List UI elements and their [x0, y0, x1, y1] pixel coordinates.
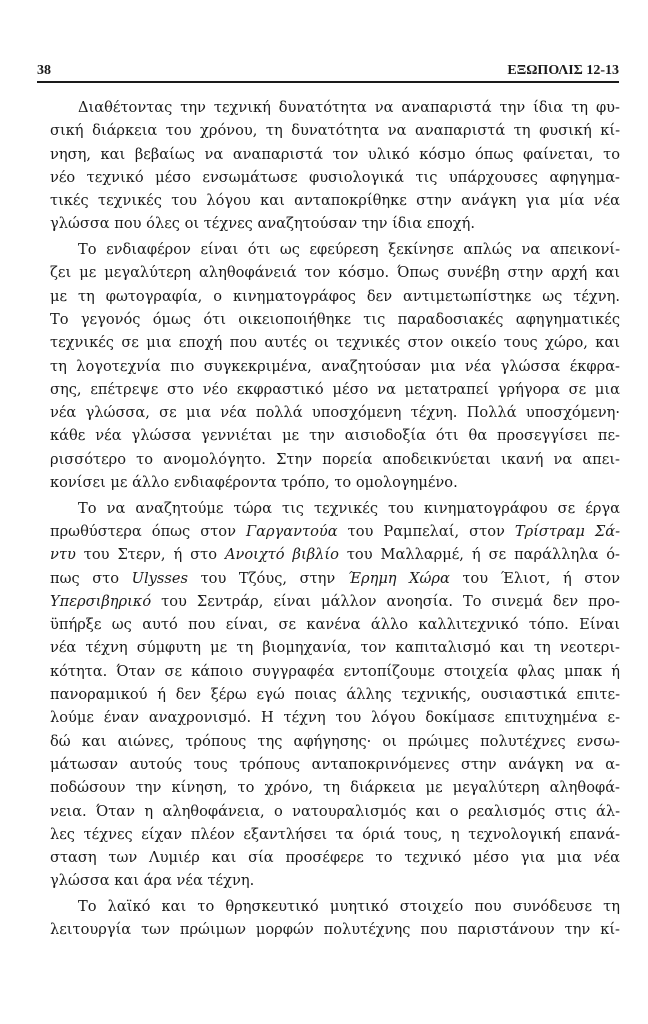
- text-run: λες τέχνες είχαν πλέον εξαντλήσει τα όριά τους, η τεχνολογική επανά-: [50, 825, 620, 843]
- text-run: σης, επέτρεψε στο νέο εκφραστικό μέσο να μετατραπεί γρήγορα σε μια: [50, 380, 620, 398]
- paragraph: [50, 895, 620, 942]
- text-line: [50, 776, 620, 799]
- running-head: [37, 55, 619, 83]
- text-run: κονίσει με άλλο ενδιαφέροντα τρόπο, το ομολογημένο.: [50, 474, 458, 492]
- text-run: δώ και αιώνες, τρόπους της αφήγησης· οι πρώιμες πολυτέχνες ενσω-: [50, 732, 620, 750]
- text-line: [50, 590, 620, 613]
- text-run: σική διάρκεια του χρόνου, τη δυνατότητα να αναπαριστά τη φυσική κί-: [50, 122, 620, 140]
- text-line: [50, 424, 620, 447]
- text-run: Διαθέτοντας την τεχνική δυνατότητα να αναπαριστά την ίδια τη φυ-: [78, 99, 620, 116]
- text-line: [50, 212, 620, 235]
- text-run: κάθε νέα γλώσσα γεννιέται με την αισιοδοξία ότι θα προσεγγίσει πε-: [50, 427, 620, 445]
- text-run: πως στο: [50, 569, 132, 587]
- text-line: [50, 166, 620, 189]
- text-line: [50, 753, 620, 776]
- text-line: [50, 189, 620, 212]
- text-run: του Στερν, ή στο: [75, 546, 225, 564]
- italic-title: Έρημη Χώρα: [347, 569, 450, 587]
- page-number: 38: [37, 63, 51, 78]
- text-run: μάτωσαν αυτούς τους τρόπους ανταποκρινόμενες στην ανάγκη να α-: [50, 755, 620, 773]
- text-line: [50, 285, 620, 308]
- text-run: γλώσσα και άρα νέα τέχνη.: [50, 872, 255, 890]
- text-run: του Μαλλαρμέ, ή σε παράλληλα ό-: [338, 546, 620, 564]
- text-line: [50, 378, 620, 401]
- text-line: [50, 261, 620, 284]
- italic-title: Υπερσιβηρικό: [50, 592, 152, 610]
- text-line: [50, 520, 620, 543]
- text-line: [50, 355, 620, 378]
- italic-title: Ulysses: [131, 569, 188, 587]
- text-run: Το γεγονός όμως ότι οικειοποιήθηκε τις παραδοσιακές αφηγηματικές: [50, 310, 620, 328]
- text-line: [50, 331, 620, 354]
- text-run: Το λαϊκό και το θρησκευτικό μυητικό στοιχείο που συνόδευσε τη: [78, 897, 620, 915]
- text-line: [50, 706, 620, 729]
- text-run: Το ενδιαφέρον είναι ότι ως εφεύρεση ξεκίνησε απλώς να απεικονί-: [78, 241, 620, 259]
- text-line: [50, 918, 620, 941]
- text-run: ρισσότερο το ανομολόγητο. Στην πορεία αποδεικνύεται ικανή να απει-: [50, 450, 620, 468]
- text-run: ϋπήρξε ως αυτό που είναι, σε κανένα άλλο καλλιτεχνικό τόπο. Είναι: [50, 616, 620, 634]
- text-line: [50, 800, 620, 823]
- text-line: [50, 143, 620, 166]
- text-run: κότητα. Όταν σε κάποιο συγγραφέα εντοπίζουμε στοιχεία φλας μπακ ή: [50, 662, 620, 680]
- text-run: τικές τεχνικές του λόγου και ανταποκρίθηκε στην ανάγκη για μία νέα: [50, 192, 620, 210]
- text-line: [50, 567, 620, 590]
- text-run: με τη φωτογραφία, ο κινηματογράφος δεν αντιμετωπίστηκε ως τέχνη.: [50, 287, 620, 305]
- italic-title: ντυ: [50, 546, 76, 564]
- text-run: λειτουργία των πρώιμων μορφών πολυτέχνης που παριστάνουν την κί-: [50, 921, 620, 939]
- journal-title: ΕΞΩΠΟΛΙΣ 12-13: [507, 63, 619, 78]
- text-run: ζει με μεγαλύτερη αληθοφάνειά τον κόσμο. Όπως συνέβη στην αρχή και: [50, 264, 620, 282]
- text-run: λούμε έναν αναχρονισμό. Η τέχνη του λόγου δοκίμασε επιτυχημένα ε-: [50, 709, 620, 727]
- paragraph: [50, 497, 620, 893]
- text-line: [50, 846, 620, 869]
- text-line: [50, 660, 620, 683]
- text-line: [50, 730, 620, 753]
- text-line: [50, 308, 620, 331]
- text-line: [50, 683, 620, 706]
- text-run: Το να αναζητούμε τώρα τις τεχνικές του κινηματογράφου σε έργα: [78, 499, 620, 517]
- text-run: νεια. Όταν η αληθοφάνεια, ο νατουραλισμός και ο ρεαλισμός στις άλ-: [50, 802, 620, 820]
- text-run: πρωθύστερα όπως στον: [50, 522, 246, 540]
- paragraph: [50, 96, 620, 236]
- text-line: [50, 823, 620, 846]
- text-line: [50, 448, 620, 471]
- text-run: τεχνικές σε μια εποχή που αυτές οι τεχνικές στον οικείο τους χώρο, και: [50, 334, 620, 352]
- text-line: [50, 543, 620, 566]
- text-run: νηση, και βεβαίως να αναπαριστά τον υλικό κόσμο όπως φαίνεται, το: [50, 145, 620, 163]
- text-line: [50, 636, 620, 659]
- text-line: [50, 869, 620, 892]
- text-run: του Ραμπελαί, στον: [337, 522, 515, 540]
- text-run: του Έλιοτ, ή στον: [449, 569, 620, 587]
- text-line: [50, 471, 620, 494]
- text-run: τη λογοτεχνία πιο συγκεκριμένα, αναζητούσαν μια νέα γλώσσα έκφρα-: [50, 357, 620, 375]
- text-run: ποδώσουν την κίνηση, το χρόνο, τη διάρκεια με μεγαλύτερη αληθοφά-: [50, 779, 620, 797]
- text-line: [50, 497, 620, 520]
- text-line: [50, 401, 620, 424]
- text-line: [50, 119, 620, 142]
- text-run: νέο τεχνικό μέσο ενσωμάτωσε φυσιολογικά τις υπάρχουσες αφηγημα-: [50, 168, 620, 186]
- text-line: [50, 613, 620, 636]
- text-line: [50, 238, 620, 261]
- italic-title: Τρίστραμ Σά-: [514, 522, 620, 540]
- italic-title: Γαργαντούα: [245, 522, 338, 540]
- paragraph: [50, 238, 620, 494]
- text-run: γλώσσα που όλες οι τέχνες αναζητούσαν την ίδια εποχή.: [50, 215, 475, 233]
- italic-title: Ανοιχτό βιβλίο: [224, 546, 339, 564]
- text-run: νέα γλώσσα, σε μια νέα πολλά υποσχόμενη τέχνη. Πολλά υποσχόμενη·: [50, 404, 620, 422]
- text-run: του Σεντράρ, είναι μάλλον ανοησία. Το σινεμά δεν προ-: [151, 592, 620, 610]
- text-run: του Τζόυς, στην: [188, 569, 348, 587]
- text-line: [50, 895, 620, 918]
- body-text: [50, 96, 620, 944]
- text-line: [50, 96, 620, 119]
- text-run: σταση των Λυμιέρ και σία προσέφερε το τεχνικό μέσο για μια νέα: [50, 849, 620, 867]
- text-run: πανοραμικού ή δεν ξέρω εγώ ποιας άλλης τεχνικής, ουσιαστικά επιτε-: [50, 686, 620, 704]
- text-run: νέα τέχνη σύμφυτη με τη βιομηχανία, τον καπιταλισμό και τη νεοτερι-: [50, 639, 620, 657]
